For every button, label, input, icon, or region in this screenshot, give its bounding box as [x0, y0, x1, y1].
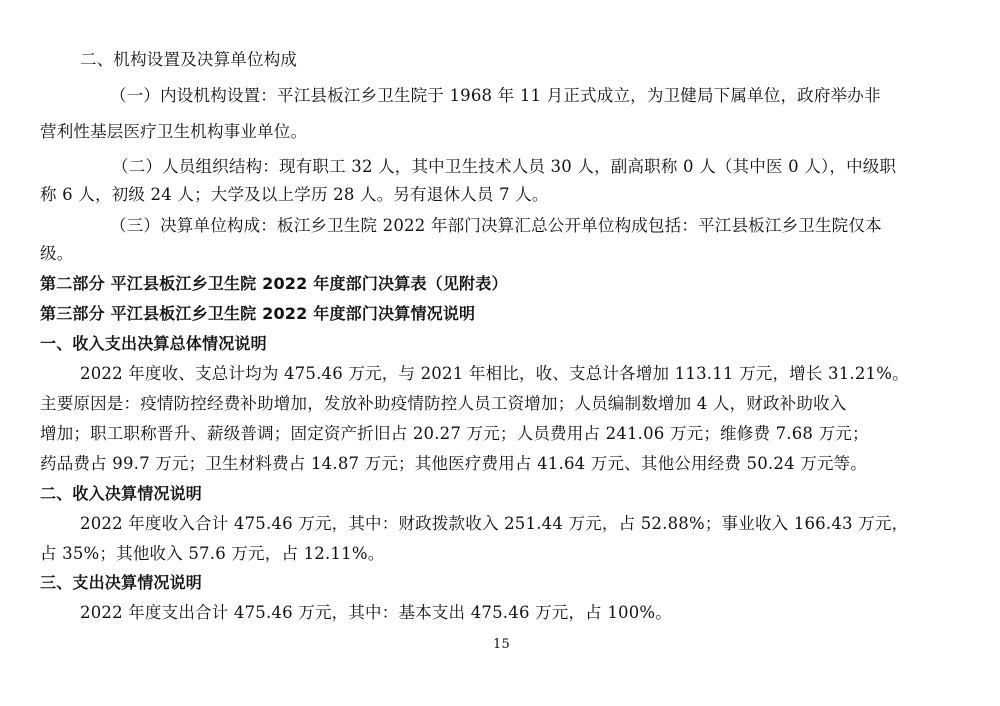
section-heading-org-setup: 二、机构设置及决算单位构成 [80, 50, 298, 69]
paragraph-expenditure-line1: 2022 年度支出合计 475.46 万元，其中：基本支出 475.46 万元，占 100%。 [80, 603, 672, 622]
paragraph-income-line1: 2022 年度收入合计 475.46 万元，其中：财政拨款收入 251.44 万元，占 52.88%；事业收入 166.43 万元， [80, 514, 909, 533]
paragraph-unit-composition-line1: （三）决算单位构成：板江乡卫生院 2022 年部门决算汇总公开单位构成包括：平江县板江乡卫生院仅本 [110, 216, 882, 235]
paragraph-internal-setup-line2: 营利性基层医疗卫生机构事业单位。 [40, 122, 308, 141]
subsection-heading-expenditure: 三、支出决算情况说明 [40, 573, 203, 592]
paragraph-internal-setup-line1: （一）内设机构设置：平江县板江乡卫生院于 1968 年 11 月正式成立，为卫健局下属单位，政府举办非 [110, 86, 881, 105]
paragraph-staff-structure-line1: （二）人员组织结构：现有职工 32 人，其中卫生技术人员 30 人，副高职称 0 人（其中医 0 人），中级职 [112, 157, 897, 176]
paragraph-overall-line4: 药品费占 99.7 万元；卫生材料费占 14.87 万元；其他医疗费用占 41.64 万元、其他公用经费 50.24 万元等。 [40, 454, 868, 473]
paragraph-overall-line1: 2022 年度收、支总计均为 475.46 万元，与 2021 年相比，收、支总计各增加 113.11 万元，增长 31.21%。 [80, 364, 909, 383]
subsection-heading-income: 二、收入决算情况说明 [40, 484, 203, 503]
paragraph-income-line2: 占 35%；其他收入 57.6 万元，占 12.11%。 [40, 544, 385, 563]
paragraph-overall-line3: 增加；职工职称晋升、薪级普调；固定资产折旧占 20.27 万元；人员费用占 241.06 万元；维修费 7.68 万元； [40, 424, 869, 443]
paragraph-unit-composition-line2: 级。 [40, 244, 74, 263]
paragraph-overall-line2: 主要原因是：疫情防控经费补助增加，发放补助疫情防控人员工资增加；人员编制数增加 4 人，财政补助收入 [40, 394, 847, 413]
part3-heading: 第三部分 平江县板江乡卫生院 2022 年度部门决算情况说明 [40, 304, 476, 323]
page-number: 15 [493, 637, 510, 652]
paragraph-staff-structure-line2: 称 6 人，初级 24 人；大学及以上学历 28 人。另有退休人员 7 人。 [40, 185, 549, 204]
part2-heading: 第二部分 平江县板江乡卫生院 2022 年度部门决算表（见附表） [40, 274, 508, 293]
subsection-heading-overall: 一、收入支出决算总体情况说明 [40, 334, 267, 353]
